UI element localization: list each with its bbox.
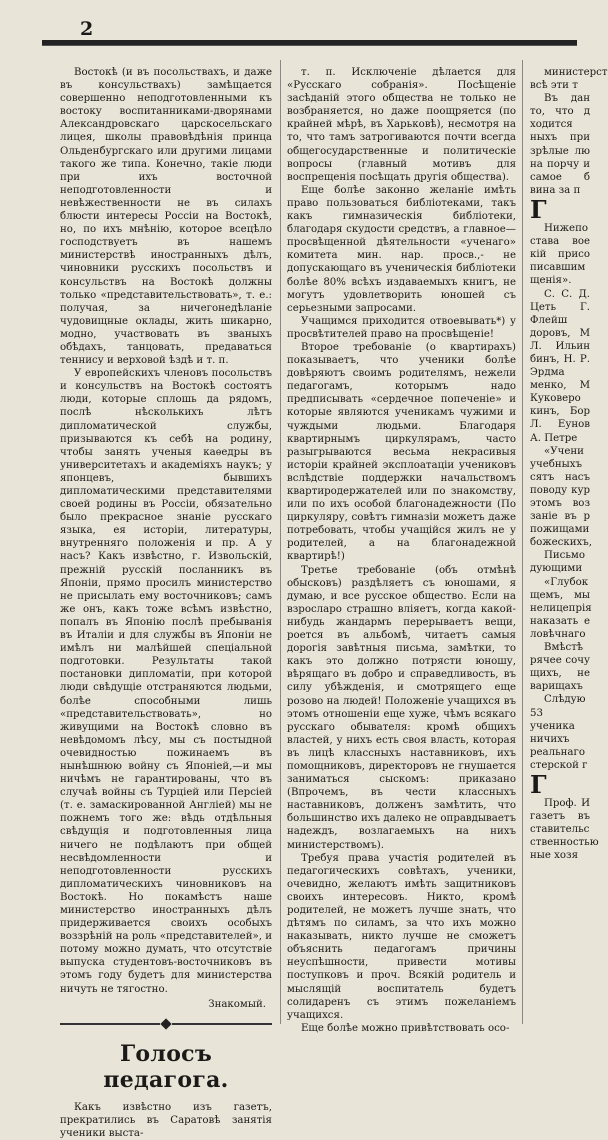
article-paragraph: Какъ извѣстно изъ газетъ, прекратились въ Саратовѣ занятія ученики выста-: [60, 1101, 272, 1139]
article-paragraph: Третье требованіе (объ отмѣнѣ обысковъ) раздѣляетъ съ юношами, я думаю, и все русское общество. Если на взросларо страшно вліяетъ, когда какой-нибудь жандармъ перерываетъ вещи, роется въ альбомѣ, читаетъ самыя дорогія завѣтныя письма, замѣтки, то какъ это должно потрясти юношу, вѣрящаго въ добро и справедливость, въ силу убѣжденія, и смотрящего еще розово на людей! Положеніе учащихся въ этомъ отношеніи еще хуже, чѣмъ всякаго русскаго обывателя: кромѣ общихъ властей, у нихъ есть своя власть, которая въ лицѣ классныхъ наставниковъ, ихъ помощниковъ, директоровъ не гнушается заниматься сыскомъ: приказано (Впрочемъ, въ чести классныхъ наставниковъ, долженъ замѣтить, что большинство ихъ далеко не оправдываетъ надеждъ, возлагаемыхъ на нихъ министерствомъ).: [287, 564, 516, 851]
column-divider: [280, 60, 281, 1024]
column-divider: [522, 60, 523, 1024]
article-paragraph: «Глубок щемъ, мы нелицепрія наказать е ловѣчнаго: [530, 576, 592, 640]
article-paragraph: т. п. Исключеніе дѣлается для «Русскаго собранія». Посѣщеніе засѣданій этого общества не только не возбраняется, но даже поощряется (по крайней мѣрѣ, въ Харьковѣ), несмотря на то, что тамъ затрогиваются почти всегда общегосударственные и политическіе вопросы (главный мотивъ для воспрещенія посѣщать другія общества).: [287, 67, 516, 183]
article-paragraph: Нижепо става вое кій присо писавшим щенія».: [530, 223, 590, 287]
article-paragraph: Учащимся приходится отвоевывать*) у просвѣтителей право на просвѣщеніе!: [287, 315, 516, 340]
article-paragraph: Въ дан то, что д ходится ныхъ при зрѣлые лю на порчу и самое б вина за п: [530, 93, 590, 196]
article-paragraph: Еще болѣе законно желаніе имѣть право пользоваться библіотеками, такъ какъ гимназическія библіотеки, благодаря скудости средствъ, а главное—просвѣщенной дѣятельности «ученаго» комитета мин. нар. просв.,- не допускающаго въ ученическія библіотеки болѣе 80% всѣхъ издаваемыхъ книгъ, не могутъ удовлетворить юношей съ серьезными запросами.: [287, 184, 516, 314]
article-paragraph: Слѣдую 53 ученика ничихъ реальнаго стерской г: [530, 694, 588, 771]
section-heading: Голосъ педагога.: [103, 1040, 229, 1093]
section-heading: Г: [530, 769, 547, 799]
article-paragraph: Требуя права участія родителей въ педагогическихъ совѣтахъ, ученики, очевидно, желаютъ имѣть защитниковъ своихъ интересовъ. Никто, кромѣ родителей, не можетъ лучше знать, что дѣтямъ по силамъ, за что ихъ можно наказывать, никто лучше не сможетъ объяснить педагогамъ причины неуспѣшности, привести мотивы поступковъ и проч. Всякій родитель и мыслящій воспитатель будетъ солидаренъ съ этимъ пожеланіемъ учащихся.: [287, 852, 516, 1021]
article-paragraph: министерст всѣ эти т: [530, 67, 608, 92]
header-rule: [42, 40, 577, 46]
page-number: 2: [80, 18, 94, 40]
column-left: [60, 66, 272, 1139]
column-right-cropped: [530, 66, 608, 1024]
article-paragraph: Письмо дующими: [530, 550, 585, 575]
article-paragraph: Еще болѣе можно привѣтствовать осо-: [301, 1022, 510, 1034]
article-paragraph: У европейскихъ членовъ посольствъ и консульствъ на Востокѣ состоятъ люди, которые сплошь да рядомъ, послѣ нѣсколькихъ лѣтъ дипломатической службы, призываются къ себѣ на родину, чтобы занять ученыя каѳедры въ университетахъ и академіяхъ наукъ; у японцевъ, бывшихъ дипломатическими представителями своей родины въ Россіи, обязательно было прекрасное знаніе русскаго языка, ея исторіи, литературы, внутренняго положенія и пр. А у насъ? Какъ извѣстно, г. Извольскій, прежній русскій посланникъ въ Японіи, прямо просилъ министерство не присылать ему восточниковъ; самъ же онъ, какъ тоже всѣмъ извѣстно, попалъ въ Японію послѣ пребыванія въ Италіи и для службы въ Японіи не имѣлъ ни малѣйшей спеціальной подготовки. Результаты такой постановки дипломатіи, при которой люди свѣдущіе отстраняются людьми, болѣе способными лишь «представительствовать», но живущими на Востокѣ словно въ невѣдомомъ лѣсу, мы съ постыдной очевидностью пожинаемъ въ нынѣшнюю войну съ Японіей,—и мы ничѣмъ не гарантированы, что въ случаѣ войны съ Турціей или Персіей (т. е. замаскированной Англіей) мы не пожнемъ того же: вѣдь отдѣльныя свѣдущія и подготовленныя лица ничего не подѣлаютъ при общей несвѣдомленности и неподготовленности русскихъ дипломатическихъ чиновниковъ на Востокѣ. Но покамѣстъ наше министерство иностранныхъ дѣлъ придерживается своихъ особыхъ воззрѣній на роль «представителей», и потому можно думать, что отсутствіе выпуска студентовъ-восточниковъ въ этомъ году будетъ для министерства ничуть не тягостно.: [60, 368, 272, 995]
article-paragraph: Вмѣстѣ рячее сочу щихъ, не варищахъ: [530, 642, 590, 693]
article-paragraph: «Учени учебныхъ сятъ насъ поводу кур этомъ воз заніе въ р пожищами божескихъ,: [530, 445, 592, 549]
section-divider-ornament: [60, 1021, 272, 1027]
article-paragraph: Проф. И газетъ въ ставительс ственностью ные хозя: [530, 798, 599, 862]
article-signature: Знакомый.: [208, 998, 266, 1010]
article-paragraph: Востокѣ (и въ посольствахъ, и даже въ консульствахъ) замѣщается совершенно неподготовленными къ востоку воспитанниками-дворянами Александровскаго царскосельскаго лицея, школы правовѣдѣнія принца Ольденбургскаго или другими лицами такого же типа. Конечно, такіе люди при ихъ восточной неподготовленности и невѣжественности не въ силахъ блюсти интересы Россіи на Востокѣ, но, по ихъ мнѣнію, которое всецѣло господствуетъ въ нашемъ министерствѣ иностранныхъ дѣлъ, чиновники русскихъ посольствъ и консульствъ на Востокѣ должны только «представительствовать», т. е.: получая, за ничегонедѣланіе чудовищные оклады, жить шикарно, модно, участвовать въ званыхъ обѣдахъ, танцовать, предаваться теннису и верховой ѣздѣ и т. п.: [60, 67, 272, 367]
signatories-list: С. С. Д. Цеть Г. Флейш доровъ, М Л. Ильин бинъ, Н. Р. Эрдма менко, М Куковеро кинъ, Бор Л. Еунов А. Петре: [530, 288, 590, 444]
section-heading: Г: [530, 194, 547, 224]
article-paragraph: Второе требованіе (о квартирахъ) показываетъ, что ученики болѣе довѣряютъ своимъ родителямъ, нежели педагогамъ, которымъ надо предписывать «сердечное попеченіе» и которые являются ученикамъ чужими и чуждыми людьми. Благодаря квартирнымъ циркулярамъ, часто разыгрываются весьма некрасивыя исторіи крайней эксплоатаціи учениковъ вслѣдствіе поддержки начальствомъ квартиродержателей или по знакомству, или по ихъ особой благонадежности (По циркуляру, совѣтъ гимназіи можетъ даже потребовать, чтобы учащійся жилъ не у родителей, а на благонадежной квартирѣ!): [287, 341, 516, 563]
column-middle: [287, 66, 516, 1034]
